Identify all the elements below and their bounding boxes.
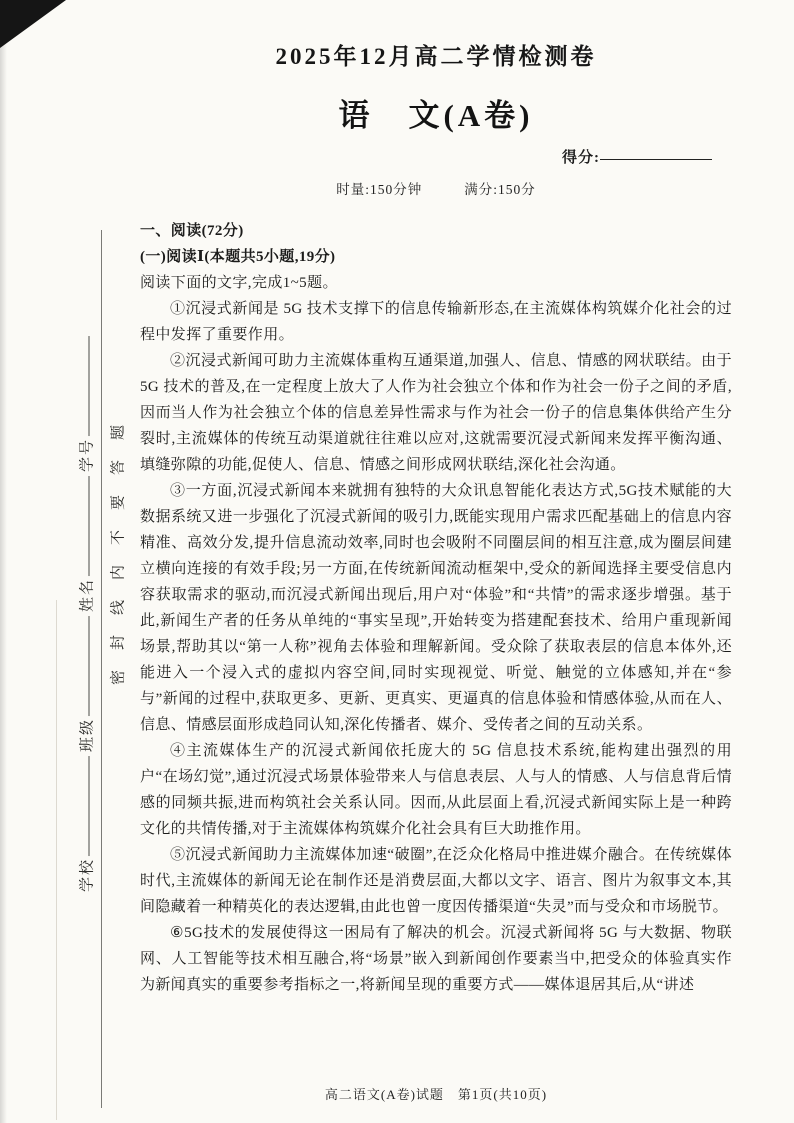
- score-row: [562, 146, 712, 167]
- seal-margin-line: [101, 230, 102, 1108]
- paper-crease-line: [56, 600, 57, 1120]
- field-label-class: 班级: [79, 718, 96, 753]
- field-label-student-id: 学号: [79, 437, 96, 472]
- paragraph-5: ⑤沉浸式新闻助力主流媒体加速“破圈”,在泛众化格局中推进媒介融合。在传统媒体时代,主流媒体的新闻无论在制作还是消费层面,大都以文字、语言、图片为叙事文本,其间隐藏着一种精英化的表达逻辑,由此也曾一度因传播渠道“失灵”而与受众和市场脱节。: [140, 847, 732, 915]
- paragraph-3: ③一方面,沉浸式新闻本来就拥有独特的大众讯息智能化表达方式,5G技术赋能的大数据系统又进一步强化了沉浸式新闻的吸引力,既能实现用户需求匹配基础上的信息内容精准、高效分发,提升信息流动效率,同时也会吸附不同圈层间的相互注意,成为圈层间建立横向连接的有效手段;另一方面,在传统新闻流动框架中,受众的新闻选择主要受信息内容获取需求的驱动,而沉浸式新闻出现后,用户对“体验”和“共情”的需求逐步增强。基于此,新闻生产者的任务从单纯的“事实呈现”,开始转变为搭建配套技术、给用户重现新闻场景,帮助其以“第一人称”视角去体验和理解新闻。受众除了获取表层的信息本体外,还能进入一个浸入式的虚拟内容空间,同时实现视觉、听觉、触觉的立体感知,并在“参与”新闻的过程中,获取更多、更新、更真实、更逼真的信息体验和情感体验,从而在人、信息、情感层面形成趋同认知,深化传播者、媒介、受传者之间的互动关系。: [140, 483, 732, 733]
- duration-label: 时量:150分钟: [336, 182, 423, 197]
- seal-line-text: 密封线内不要答题: [110, 404, 127, 686]
- footer-text: 高二语文(A卷)试题 第1页(共10页): [324, 1087, 548, 1102]
- reading-passage: [140, 218, 732, 998]
- section-title: 一、阅读(72分): [140, 223, 244, 239]
- field-blank-name: [89, 476, 90, 576]
- full-score-label: 满分:150分: [464, 182, 536, 197]
- paragraph-6: ⑥5G技术的发展使得这一困局有了解决的机会。沉浸式新闻将 5G 与大数据、物联网、人工智能等技术相互融合,将“场景”嵌入到新闻创作要素当中,把受众的体验真实作为新闻真实的重要参考指标之一,将新闻呈现的重要方式——媒体退居其后,从“讲述: [140, 925, 732, 993]
- student-info-fields: [76, 332, 97, 892]
- scan-corner-artifact: [0, 0, 66, 48]
- subject-title: 语 文(A卷): [338, 98, 534, 133]
- field-label-school: 学校: [79, 858, 96, 893]
- field-label-name: 姓名: [79, 577, 96, 612]
- paragraph-1: ①沉浸式新闻是 5G 技术支撑下的信息传输新形态,在主流媒体构筑媒介化社会的过程中发挥了重要作用。: [140, 301, 732, 343]
- paragraph-2: ②沉浸式新闻可助力主流媒体重构互通渠道,加强人、信息、情感的网状联结。由于 5G 技术的普及,在一定程度上放大了人作为社会独立个体和作为社会一份子之间的矛盾,因而当人作为社会独立个体的信息差异性需求与作为社会一份子的信息集体供给产生分裂时,主流媒体的传统互动渠道就往往难以应对,这就需要沉浸式新闻来发挥平衡沟通、填缝弥隙的功能,促使人、信息、情感之间形成网状联结,深化社会沟通。: [140, 353, 732, 473]
- score-blank-line: [600, 159, 712, 160]
- exam-meta: [140, 178, 732, 198]
- reading-instruction: 阅读下面的文字,完成1~5题。: [140, 275, 338, 291]
- exam-title: 2025年12月高二学情检测卷: [275, 44, 597, 69]
- field-blank-class: [89, 616, 90, 716]
- score-label: 得分:: [562, 150, 600, 166]
- field-blank-student-id: [89, 336, 90, 436]
- field-blank-school: [89, 756, 90, 856]
- paragraph-4: ④主流媒体生产的沉浸式新闻依托庞大的 5G 信息技术系统,能构建出强烈的用户“在场幻觉”,通过沉浸式场景体验带来人与信息表层、人与人的情感、人与信息背后情感的同频共振,进而构筑社会关系认同。因而,从此层面上看,沉浸式新闻实际上是一种跨文化的共情传播,对于主流媒体构筑媒介化社会具有巨大助推作用。: [140, 743, 732, 837]
- subsection-title: (一)阅读Ⅰ(本题共5小题,19分): [140, 249, 336, 265]
- page-footer: [140, 1084, 732, 1103]
